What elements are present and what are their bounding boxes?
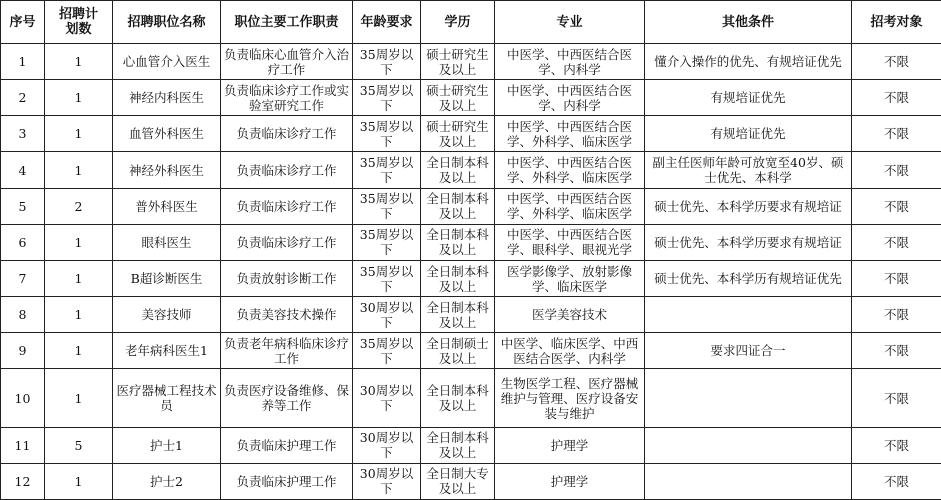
cell-major: 生物医学工程、医疗器械维护与管理、医疗设备安装与维护	[495, 369, 645, 427]
cell-other: 有规培证优先	[645, 116, 852, 152]
header-major: 专业	[495, 1, 645, 44]
table-row	[1, 463, 941, 499]
table-row	[1, 260, 941, 296]
table-row	[1, 152, 941, 188]
cell-duties: 负责临床护理工作	[221, 427, 353, 463]
cell-position: 眼科医生	[113, 224, 221, 260]
header-age: 年龄要求	[353, 1, 421, 44]
cell-education: 全日制本科及以上	[421, 224, 495, 260]
cell-major: 中医学、中西医结合医学、外科学、临床医学	[495, 188, 645, 224]
cell-planned: 1	[45, 369, 113, 427]
header-duties: 职位主要工作职责	[221, 1, 353, 44]
cell-other	[645, 369, 852, 427]
cell-seq: 9	[1, 333, 45, 369]
cell-major: 中医学、中西医结合医学、眼科学、眼视光学	[495, 224, 645, 260]
cell-other: 硕士优先、本科学历要求有规培证	[645, 188, 852, 224]
cell-age: 35周岁以下	[353, 152, 421, 188]
cell-other: 要求四证合一	[645, 333, 852, 369]
cell-education: 全日制本科及以上	[421, 152, 495, 188]
cell-other	[645, 463, 852, 499]
cell-target: 不限	[852, 463, 941, 499]
cell-planned: 1	[45, 224, 113, 260]
cell-major: 护理学	[495, 427, 645, 463]
cell-age: 35周岁以下	[353, 224, 421, 260]
cell-target: 不限	[852, 333, 941, 369]
cell-age: 35周岁以下	[353, 260, 421, 296]
cell-duties: 负责临床诊疗工作	[221, 116, 353, 152]
header-row	[1, 1, 941, 44]
cell-target: 不限	[852, 297, 941, 333]
cell-duties: 负责临床诊疗工作	[221, 224, 353, 260]
cell-position: 神经外科医生	[113, 152, 221, 188]
cell-education: 全日制本科及以上	[421, 260, 495, 296]
cell-target: 不限	[852, 188, 941, 224]
cell-target: 不限	[852, 44, 941, 80]
cell-planned: 1	[45, 44, 113, 80]
table-row	[1, 224, 941, 260]
cell-position: 医疗器械工程技术员	[113, 369, 221, 427]
cell-age: 30周岁以下	[353, 427, 421, 463]
table-row	[1, 80, 941, 116]
table-row	[1, 44, 941, 80]
cell-other: 有规培证优先	[645, 80, 852, 116]
cell-position: 普外科医生	[113, 188, 221, 224]
header-planned-line2: 划数	[65, 22, 92, 37]
cell-duties: 负责放射诊断工作	[221, 260, 353, 296]
cell-seq: 3	[1, 116, 45, 152]
header-target: 招考对象	[852, 1, 941, 44]
cell-age: 35周岁以下	[353, 333, 421, 369]
table-row	[1, 427, 941, 463]
cell-education: 全日制硕士及以上	[421, 333, 495, 369]
cell-seq: 12	[1, 463, 45, 499]
cell-duties: 负责美容技术操作	[221, 297, 353, 333]
cell-duties: 负责临床诊疗工作	[221, 152, 353, 188]
header-planned	[45, 1, 113, 44]
cell-education: 全日制本科及以上	[421, 427, 495, 463]
table-row	[1, 369, 941, 427]
cell-education: 全日制本科及以上	[421, 297, 495, 333]
cell-other	[645, 297, 852, 333]
cell-position: 血管外科医生	[113, 116, 221, 152]
cell-seq: 8	[1, 297, 45, 333]
cell-planned: 1	[45, 297, 113, 333]
cell-major: 中医学、中西医结合医学、内科学	[495, 44, 645, 80]
cell-education: 全日制本科及以上	[421, 369, 495, 427]
header-planned-line1: 招聘计	[58, 7, 98, 22]
cell-other: 副主任医师年龄可放宽至40岁、硕士优先、本科学	[645, 152, 852, 188]
cell-seq: 1	[1, 44, 45, 80]
cell-planned: 1	[45, 152, 113, 188]
cell-seq: 2	[1, 80, 45, 116]
cell-target: 不限	[852, 152, 941, 188]
cell-position: B超诊断医生	[113, 260, 221, 296]
table-row	[1, 188, 941, 224]
cell-education: 硕士研究生及以上	[421, 80, 495, 116]
cell-education: 全日制大专及以上	[421, 463, 495, 499]
table-row	[1, 333, 941, 369]
cell-position: 护士2	[113, 463, 221, 499]
cell-age: 30周岁以下	[353, 369, 421, 427]
cell-other: 硕士优先、本科学历有规培证优先	[645, 260, 852, 296]
cell-seq: 11	[1, 427, 45, 463]
cell-target: 不限	[852, 116, 941, 152]
cell-planned: 1	[45, 333, 113, 369]
cell-position: 神经内科医生	[113, 80, 221, 116]
cell-seq: 4	[1, 152, 45, 188]
cell-age: 35周岁以下	[353, 44, 421, 80]
cell-duties: 负责临床诊疗工作	[221, 188, 353, 224]
header-position: 招聘职位名称	[113, 1, 221, 44]
cell-planned: 2	[45, 188, 113, 224]
cell-planned: 1	[45, 116, 113, 152]
cell-age: 30周岁以下	[353, 297, 421, 333]
cell-major: 中医学、中西医结合医学、内科学	[495, 80, 645, 116]
cell-major: 医学影像学、放射影像学、临床医学	[495, 260, 645, 296]
cell-duties: 负责临床诊疗工作或实验室研究工作	[221, 80, 353, 116]
cell-duties: 负责医疗设备维修、保养等工作	[221, 369, 353, 427]
cell-education: 硕士研究生及以上	[421, 44, 495, 80]
cell-target: 不限	[852, 80, 941, 116]
cell-other	[645, 427, 852, 463]
cell-target: 不限	[852, 369, 941, 427]
cell-position: 美容技师	[113, 297, 221, 333]
cell-major: 中医学、临床医学、中西医结合医学、内科学	[495, 333, 645, 369]
header-seq: 序号	[1, 1, 45, 44]
cell-major: 医学美容技术	[495, 297, 645, 333]
cell-major: 护理学	[495, 463, 645, 499]
cell-major: 中医学、中西医结合医学、外科学、临床医学	[495, 116, 645, 152]
header-education: 学历	[421, 1, 495, 44]
cell-seq: 6	[1, 224, 45, 260]
cell-seq: 5	[1, 188, 45, 224]
cell-age: 30周岁以下	[353, 463, 421, 499]
cell-age: 35周岁以下	[353, 80, 421, 116]
cell-target: 不限	[852, 260, 941, 296]
cell-duties: 负责老年病科临床诊疗工作	[221, 333, 353, 369]
cell-duties: 负责临床护理工作	[221, 463, 353, 499]
cell-planned: 1	[45, 463, 113, 499]
cell-target: 不限	[852, 224, 941, 260]
cell-position: 护士1	[113, 427, 221, 463]
table-row	[1, 297, 941, 333]
cell-seq: 7	[1, 260, 45, 296]
cell-position: 老年病科医生1	[113, 333, 221, 369]
cell-other: 硕士优先、本科学历要求有规培证	[645, 224, 852, 260]
header-other: 其他条件	[645, 1, 852, 44]
cell-age: 35周岁以下	[353, 116, 421, 152]
cell-planned: 1	[45, 260, 113, 296]
cell-target: 不限	[852, 427, 941, 463]
cell-seq: 10	[1, 369, 45, 427]
cell-education: 硕士研究生及以上	[421, 116, 495, 152]
cell-duties: 负责临床心血管介入治疗工作	[221, 44, 353, 80]
cell-other: 懂介入操作的优先、有规培证优先	[645, 44, 852, 80]
cell-age: 35周岁以下	[353, 188, 421, 224]
table-row	[1, 116, 941, 152]
cell-planned: 1	[45, 80, 113, 116]
cell-education: 全日制本科及以上	[421, 188, 495, 224]
cell-position: 心血管介入医生	[113, 44, 221, 80]
cell-major: 中医学、中西医结合医学、外科学、临床医学	[495, 152, 645, 188]
cell-planned: 5	[45, 427, 113, 463]
